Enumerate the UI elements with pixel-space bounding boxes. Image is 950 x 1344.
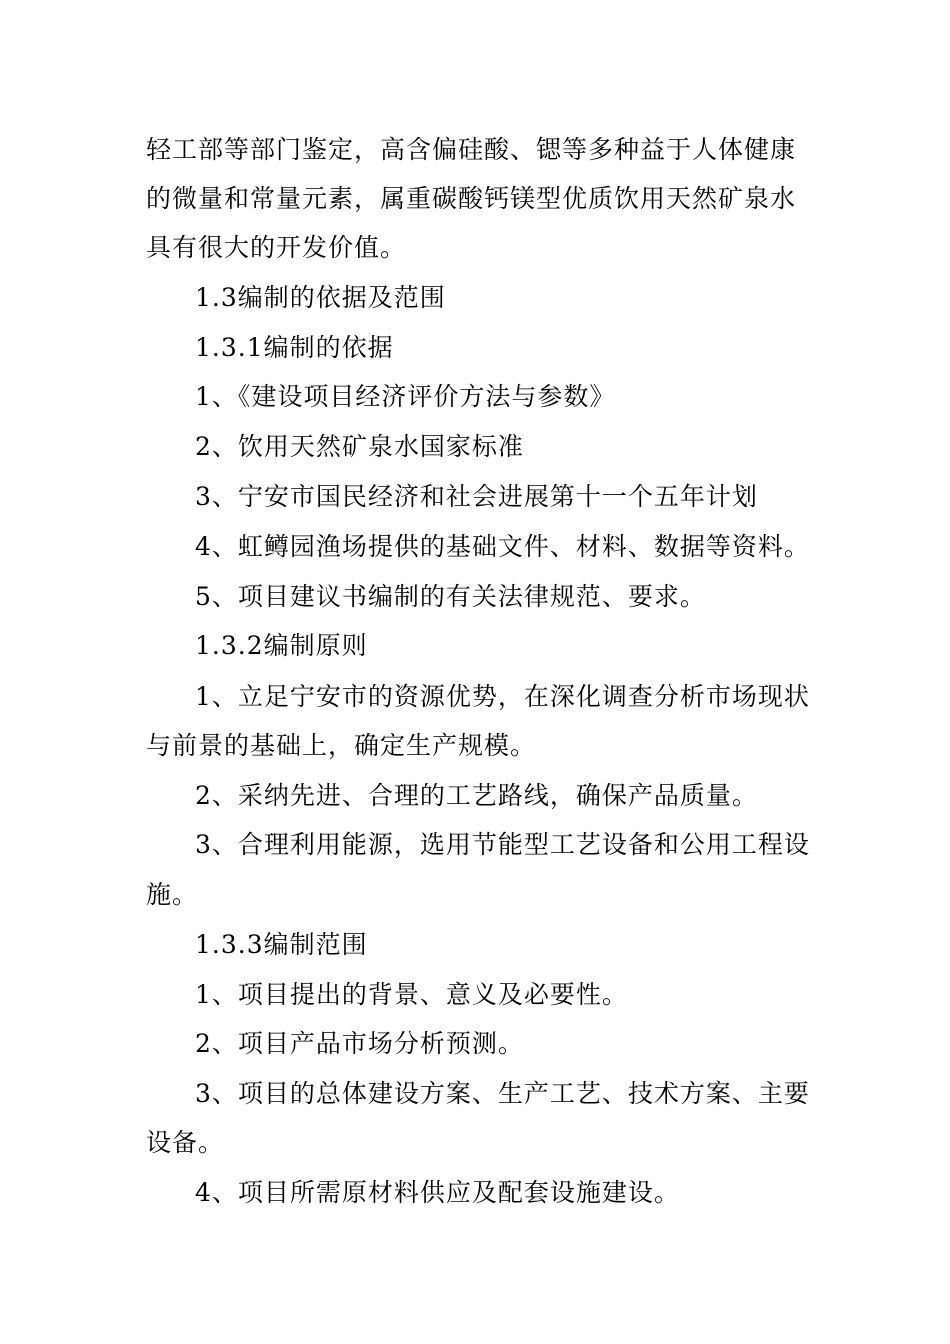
- list-item: 1、项目提出的背景、意义及必要性。: [195, 980, 628, 1009]
- list-item: 4、虹鳟园渔场提供的基础文件、材料、数据等资料。: [195, 532, 810, 561]
- list-item: 4、项目所需原材料供应及配套设施建设。: [195, 1178, 680, 1207]
- list-item-continuation: 与前景的基础上，确定生产规模。: [146, 731, 537, 760]
- list-item: 2、饮用天然矿泉水国家标准: [195, 432, 524, 461]
- subsection-heading: 1.3.2编制原则: [195, 631, 368, 660]
- subsection-heading: 1.3.1编制的依据: [195, 333, 394, 362]
- paragraph-line: 具有很大的开发价值。: [146, 233, 407, 262]
- section-heading: 1.3编制的依据及范围: [195, 283, 446, 312]
- list-item: 1、立足宁安市的资源优势，在深化调查分析市场现状: [195, 682, 810, 711]
- subsection-heading: 1.3.3编制范围: [195, 930, 368, 959]
- list-item: 3、合理利用能源，选用节能型工艺设备和公用工程设: [195, 830, 810, 859]
- list-item-continuation: 设备。: [146, 1128, 225, 1157]
- list-item-continuation: 施。: [146, 880, 199, 909]
- list-item: 1、《建设项目经济评价方法与参数》: [195, 382, 616, 411]
- list-item: 3、宁安市国民经济和社会进展第十一个五年计划: [195, 482, 758, 511]
- paragraph-line: 轻工部等部门鉴定，高含偏硅酸、锶等多种益于人体健康: [146, 135, 797, 164]
- list-item: 3、项目的总体建设方案、生产工艺、技术方案、主要: [195, 1079, 810, 1108]
- paragraph-line: 的微量和常量元素，属重碳酸钙镁型优质饮用天然矿泉水: [146, 184, 797, 213]
- list-item: 2、项目产品市场分析预测。: [195, 1029, 524, 1058]
- list-item: 2、采纳先进、合理的工艺路线，确保产品质量。: [195, 781, 758, 810]
- list-item: 5、项目建议书编制的有关法律规范、要求。: [195, 582, 706, 611]
